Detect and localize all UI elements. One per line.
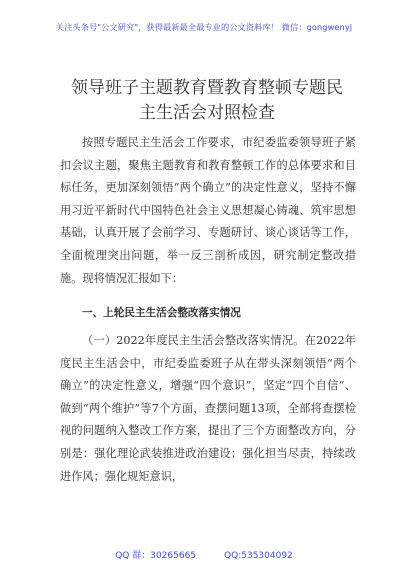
footer-contact: [0, 548, 408, 561]
qq-number-text: QQ:535304092: [224, 551, 293, 561]
document-title: 领导班子主题教育暨教育整顿专题民主生活会对照检查: [71, 78, 343, 123]
section-paragraph: （一）2022年度民主生活会整改落实情况。在2022年度民主生活会中，市纪委监委班子从在带头深刻领悟“两个确立”的决定性意义，增强“四个意识”，坚定“四个自信”、做到“两个维护”等7个方面，查摆问题13项，全部将查摆检视的问题纳入整改工作方案，提出了三个方面整改方向，分别是：强化理论武装推进政治建设；强化担当尽责，持续改进作风；强化规矩意识，: [60, 334, 356, 483]
intro-paragraph: 按照专题民主生活会工作要求，市纪委监委领导班子紧扣会议主题，聚焦主题教育和教育整顿工作的总体要求和目标任务，更加深刻领悟“两个确立”的决定性意义，坚持不懈用习近平新时代中国特色社会主义思想凝心铸魂、筑牢思想基础，认真开展了会前学习、专题研讨、谈心谈话等工作，全面梳理突出问题，举一反三剖析成因，研究制定整改措施。现将情况汇报如下：: [60, 136, 356, 285]
section-heading: 一、上轮民主生活会整改落实情况: [82, 307, 241, 319]
promo-banner: 关注头条号"公文研究"，获得最新最全最专业的公文资料库！ 微信：gongwenyj: [55, 22, 353, 32]
qq-group-text: QQ 群：30265665: [115, 551, 197, 561]
